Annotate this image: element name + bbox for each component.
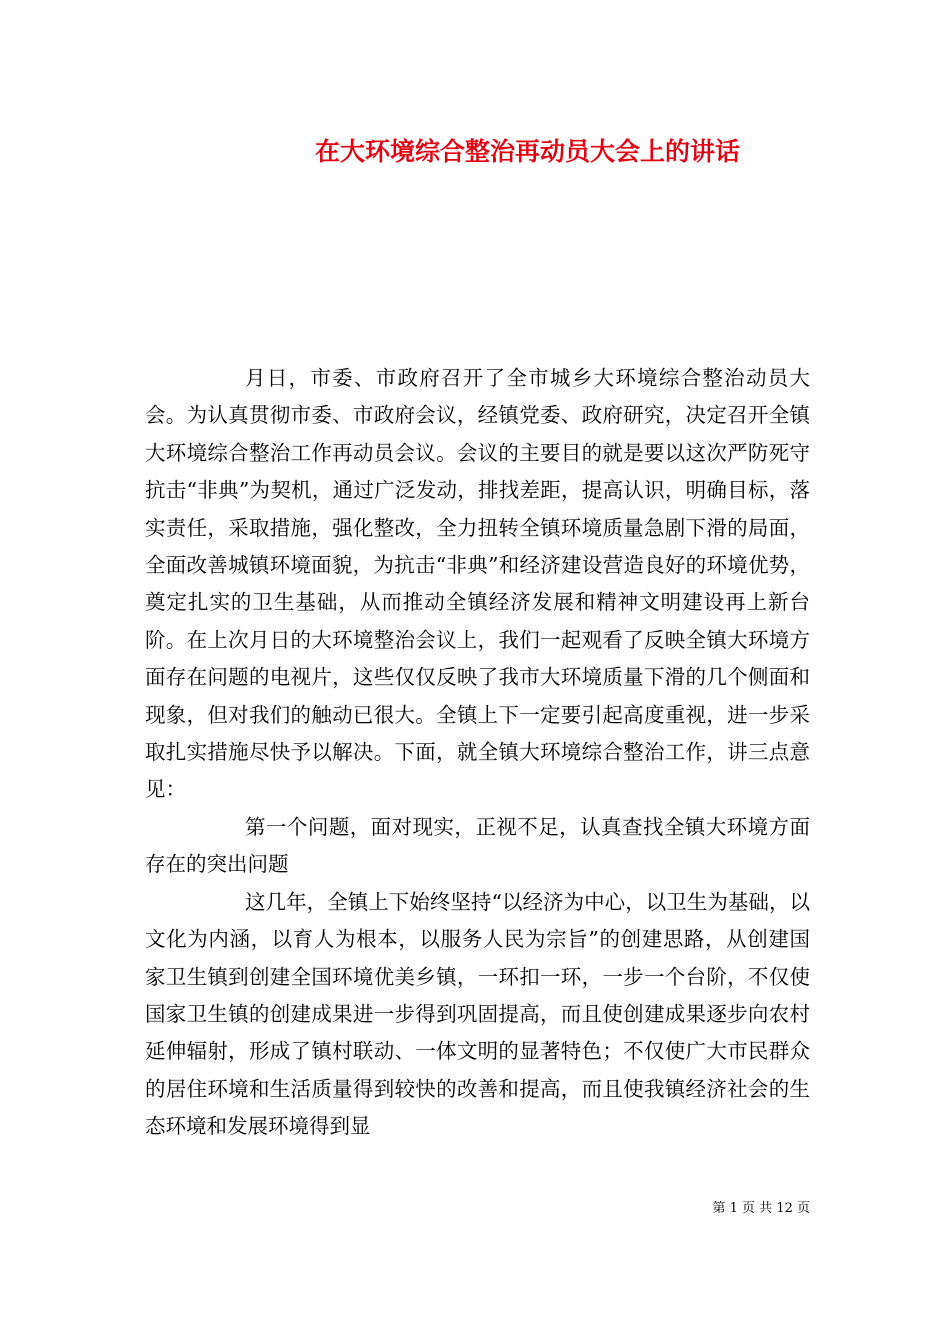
body-paragraph-1: 月日，市委、市政府召开了全市城乡大环境综合整治动员大会。为认真贯彻市委、市政府会议，经镇党委、政府研究，决定召开全镇大环境综合整治工作再动员会议。会议的主要目的就是要以这次严防死守抗击“非典”为契机，通过广泛发动，排找差距，提高认识，明确目标，落实责任，采取措施，强化整改，全力扭转全镇环境质量急剧下滑的局面，全面改善城镇环境面貌，为抗击“非典”和经济建设营造良好的环境优势，奠定扎实的卫生基础，从而推动全镇经济发展和精神文明建设再上新台阶。在上次月日的大环境整治会议上，我们一起观看了反映全镇大环境方面存在问题的电视片，这些仅仅反映了我市大环境质量下滑的几个侧面和现象，但对我们的触动已很大。全镇上下一定要引起高度重视，进一步采取扎实措施尽快予以解决。下面，就全镇大环境综合整治工作，讲三点意见： bbox=[145, 366, 810, 802]
page-number: 第 1 页 共 12 页 bbox=[712, 1201, 810, 1216]
body-paragraph-3: 这几年，全镇上下始终坚持“以经济为中心，以卫生为基础，以文化为内涵，以育人为根本，以服务人民为宗旨”的创建思路，从创建国家卫生镇到创建全国环境优美乡镇，一环扣一环，一步一个台阶，不仅使国家卫生镇的创建成果进一步得到巩固提高，而且使创建成果逐步向农村延伸辐射，形成了镇村联动、一体文明的显著特色；不仅使广大市民群众的居住环境和生活质量得到较快的改善和提高，而且使我镇经济社会的生态环境和发展环境得到显 bbox=[145, 889, 810, 1139]
document-title: 在大环境综合整治再动员大会上的讲话 bbox=[315, 137, 741, 166]
body-paragraph-2: 第一个问题，面对现实，正视不足，认真查找全镇大环境方面存在的突出问题 bbox=[145, 814, 810, 877]
document-body bbox=[145, 360, 810, 1146]
